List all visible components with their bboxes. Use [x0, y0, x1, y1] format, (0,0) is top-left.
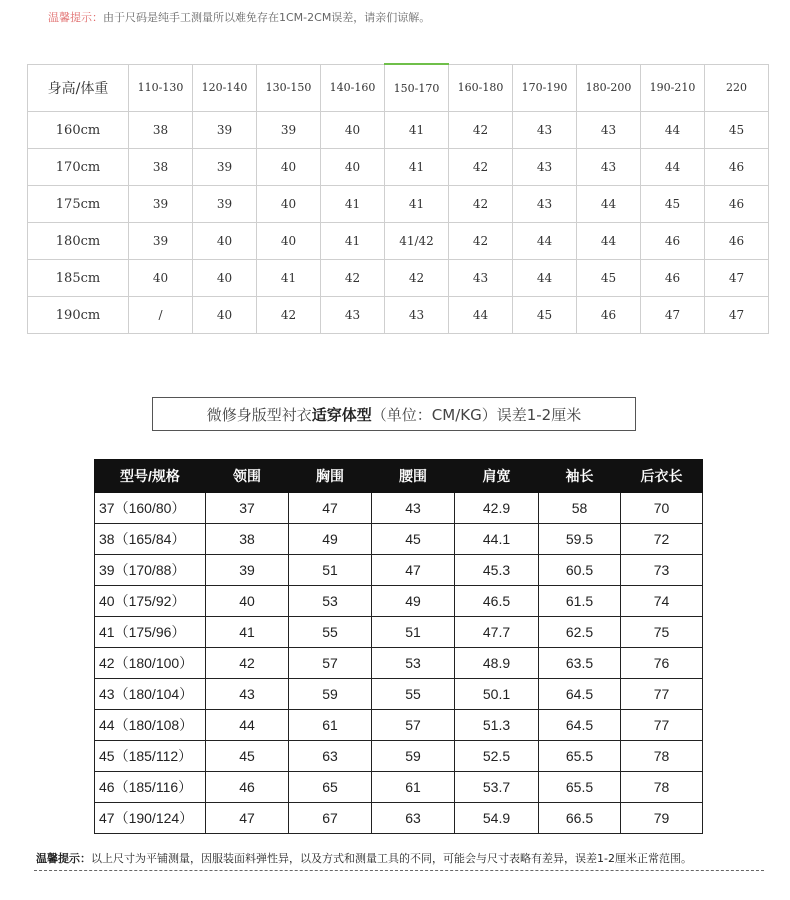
size-table-row	[28, 149, 769, 186]
measurement-cell: 57	[372, 710, 455, 741]
spec-table-row	[95, 803, 703, 834]
spec-table-row	[95, 772, 703, 803]
model-spec-cell: 47（190/124）	[95, 803, 206, 834]
weight-header: 220	[705, 64, 769, 112]
size-cell: 38	[129, 112, 193, 149]
title-part2: （单位：CM/KG）误差1-2厘米	[371, 405, 582, 424]
measurement-cell: 49	[372, 586, 455, 617]
measurement-cell: 43	[206, 679, 289, 710]
measurement-cell: 63	[372, 803, 455, 834]
size-cell: 42	[257, 297, 321, 334]
size-cell: 42	[321, 260, 385, 297]
measurement-cell: 54.9	[455, 803, 539, 834]
size-table-row	[28, 260, 769, 297]
measurement-cell: 47	[372, 555, 455, 586]
weight-header: 140-160	[321, 64, 385, 112]
spec-table-row	[95, 555, 703, 586]
measurement-cell: 41	[206, 617, 289, 648]
size-cell: 44	[449, 297, 513, 334]
measurement-cell: 48.9	[455, 648, 539, 679]
measurement-cell: 42	[206, 648, 289, 679]
measurement-cell: 60.5	[539, 555, 621, 586]
measurement-cell: 70	[621, 493, 703, 524]
measurement-cell: 73	[621, 555, 703, 586]
measurement-cell: 59	[289, 679, 372, 710]
size-table-row	[28, 297, 769, 334]
measurement-cell: 78	[621, 772, 703, 803]
size-table-row	[28, 112, 769, 149]
measurement-cell: 59.5	[539, 524, 621, 555]
size-cell: 42	[449, 223, 513, 260]
size-table-row	[28, 223, 769, 260]
measurement-cell: 45	[372, 524, 455, 555]
size-cell: 44	[641, 112, 705, 149]
measurement-cell: 67	[289, 803, 372, 834]
measurement-cell: 63.5	[539, 648, 621, 679]
spec-table-row	[95, 586, 703, 617]
model-spec-cell: 44（180/108）	[95, 710, 206, 741]
size-cell: 43	[449, 260, 513, 297]
measurement-cell: 76	[621, 648, 703, 679]
spec-table-title	[152, 397, 636, 431]
size-cell: 43	[513, 186, 577, 223]
measurement-cell: 64.5	[539, 679, 621, 710]
size-cell: 47	[705, 297, 769, 334]
size-cell: 45	[513, 297, 577, 334]
size-table-header-row	[28, 64, 769, 112]
measurement-cell: 49	[289, 524, 372, 555]
measurement-cell: 46	[206, 772, 289, 803]
size-cell: 43	[513, 149, 577, 186]
measurement-cell: 59	[372, 741, 455, 772]
spec-header-cell: 胸围	[289, 460, 372, 493]
measurement-cell: 51	[372, 617, 455, 648]
model-spec-cell: 46（185/116）	[95, 772, 206, 803]
spec-table-row	[95, 679, 703, 710]
spec-header-cell: 后衣长	[621, 460, 703, 493]
size-cell: 43	[577, 112, 641, 149]
size-cell: 39	[193, 186, 257, 223]
size-cell: 41	[385, 112, 449, 149]
measurement-cell: 52.5	[455, 741, 539, 772]
height-label: 170cm	[28, 149, 129, 186]
weight-header: 110-130	[129, 64, 193, 112]
size-cell: 42	[385, 260, 449, 297]
size-cell: 45	[577, 260, 641, 297]
size-cell: 47	[705, 260, 769, 297]
measurement-cell: 39	[206, 555, 289, 586]
size-cell: 42	[449, 112, 513, 149]
height-label: 160cm	[28, 112, 129, 149]
size-cell: 41	[321, 223, 385, 260]
top-notice-text: 由于尺码是纯手工测量所以难免存在1CM-2CM误差，请亲们谅解。	[103, 11, 431, 24]
size-cell: 40	[321, 112, 385, 149]
spec-table-header-row	[95, 460, 703, 493]
model-spec-cell: 39（170/88）	[95, 555, 206, 586]
size-cell: /	[129, 297, 193, 334]
dashed-divider	[34, 870, 764, 871]
size-cell: 39	[257, 112, 321, 149]
size-cell: 46	[641, 260, 705, 297]
measurement-cell: 40	[206, 586, 289, 617]
bottom-notice-label: 温馨提示：	[36, 852, 91, 865]
size-cell: 41	[385, 149, 449, 186]
size-cell: 41	[385, 186, 449, 223]
measurement-cell: 58	[539, 493, 621, 524]
size-cell: 43	[513, 112, 577, 149]
size-cell: 41	[321, 186, 385, 223]
bottom-notice	[36, 850, 692, 866]
size-cell: 43	[385, 297, 449, 334]
weight-header: 130-150	[257, 64, 321, 112]
measurement-cell: 44	[206, 710, 289, 741]
spec-header-cell: 肩宽	[455, 460, 539, 493]
measurement-cell: 45.3	[455, 555, 539, 586]
spec-table-row	[95, 617, 703, 648]
size-cell: 40	[193, 297, 257, 334]
measurement-cell: 53.7	[455, 772, 539, 803]
size-table-row	[28, 186, 769, 223]
spec-header-cell: 腰围	[372, 460, 455, 493]
size-cell: 42	[449, 186, 513, 223]
measurement-cell: 62.5	[539, 617, 621, 648]
top-notice	[48, 9, 430, 25]
size-cell: 40	[193, 260, 257, 297]
measurement-cell: 38	[206, 524, 289, 555]
size-cell: 45	[705, 112, 769, 149]
size-cell: 40	[321, 149, 385, 186]
measurement-cell: 51.3	[455, 710, 539, 741]
spec-header-cell: 领围	[206, 460, 289, 493]
size-cell: 44	[577, 223, 641, 260]
size-cell: 45	[641, 186, 705, 223]
size-table-corner: 身高/体重	[28, 64, 129, 112]
weight-header: 120-140	[193, 64, 257, 112]
measurement-cell: 64.5	[539, 710, 621, 741]
measurement-cell: 79	[621, 803, 703, 834]
size-cell: 46	[577, 297, 641, 334]
size-cell: 44	[513, 223, 577, 260]
size-cell: 41/42	[385, 223, 449, 260]
model-spec-cell: 38（165/84）	[95, 524, 206, 555]
spec-table-row	[95, 493, 703, 524]
model-spec-cell: 40（175/92）	[95, 586, 206, 617]
size-cell: 46	[641, 223, 705, 260]
weight-header: 150-170	[385, 64, 449, 112]
measurement-cell: 65.5	[539, 772, 621, 803]
size-cell: 39	[129, 223, 193, 260]
measurement-cell: 74	[621, 586, 703, 617]
spec-table-row	[95, 710, 703, 741]
size-cell: 44	[513, 260, 577, 297]
height-label: 190cm	[28, 297, 129, 334]
model-spec-cell: 43（180/104）	[95, 679, 206, 710]
size-cell: 40	[129, 260, 193, 297]
measurement-cell: 51	[289, 555, 372, 586]
measurement-cell: 61	[289, 710, 372, 741]
measurement-cell: 61.5	[539, 586, 621, 617]
measurement-cell: 55	[289, 617, 372, 648]
measurement-cell: 44.1	[455, 524, 539, 555]
model-spec-cell: 37（160/80）	[95, 493, 206, 524]
size-cell: 40	[257, 186, 321, 223]
title-part1: 微修身版型衬衣	[206, 405, 312, 424]
size-cell: 38	[129, 149, 193, 186]
measurement-cell: 50.1	[455, 679, 539, 710]
size-cell: 40	[257, 223, 321, 260]
measurement-cell: 63	[289, 741, 372, 772]
weight-header: 160-180	[449, 64, 513, 112]
height-label: 180cm	[28, 223, 129, 260]
size-cell: 39	[193, 149, 257, 186]
spec-header-cell: 袖长	[539, 460, 621, 493]
size-cell: 41	[257, 260, 321, 297]
size-cell: 46	[705, 186, 769, 223]
model-spec-cell: 45（185/112）	[95, 741, 206, 772]
size-cell: 43	[321, 297, 385, 334]
measurement-cell: 65.5	[539, 741, 621, 772]
size-cell: 44	[641, 149, 705, 186]
measurement-cell: 55	[372, 679, 455, 710]
size-cell: 39	[193, 112, 257, 149]
size-cell: 47	[641, 297, 705, 334]
spec-table-row	[95, 741, 703, 772]
size-cell: 46	[705, 223, 769, 260]
measurement-cell: 37	[206, 493, 289, 524]
size-cell: 44	[577, 186, 641, 223]
measurement-cell: 42.9	[455, 493, 539, 524]
size-cell: 40	[257, 149, 321, 186]
top-notice-label: 温馨提示：	[48, 11, 103, 24]
measurement-cell: 77	[621, 710, 703, 741]
spec-table	[94, 459, 703, 834]
size-cell: 40	[193, 223, 257, 260]
spec-table-row	[95, 524, 703, 555]
measurement-cell: 66.5	[539, 803, 621, 834]
size-cell: 42	[449, 149, 513, 186]
measurement-cell: 47.7	[455, 617, 539, 648]
measurement-cell: 53	[289, 586, 372, 617]
measurement-cell: 47	[206, 803, 289, 834]
height-label: 175cm	[28, 186, 129, 223]
measurement-cell: 65	[289, 772, 372, 803]
weight-header: 170-190	[513, 64, 577, 112]
measurement-cell: 77	[621, 679, 703, 710]
bottom-notice-text: 以上尺寸为平铺测量，因服装面料弹性异，以及方式和测量工具的不同，可能会与尺寸表略有差异，误差1-2厘米正常范围。	[91, 852, 692, 865]
weight-header: 190-210	[641, 64, 705, 112]
title-bold: 适穿体型	[311, 405, 372, 424]
model-spec-cell: 42（180/100）	[95, 648, 206, 679]
measurement-cell: 47	[289, 493, 372, 524]
height-label: 185cm	[28, 260, 129, 297]
measurement-cell: 45	[206, 741, 289, 772]
measurement-cell: 61	[372, 772, 455, 803]
measurement-cell: 78	[621, 741, 703, 772]
spec-header-cell: 型号/规格	[95, 460, 206, 493]
measurement-cell: 53	[372, 648, 455, 679]
size-cell: 46	[705, 149, 769, 186]
model-spec-cell: 41（175/96）	[95, 617, 206, 648]
measurement-cell: 72	[621, 524, 703, 555]
spec-table-row	[95, 648, 703, 679]
size-cell: 43	[577, 149, 641, 186]
measurement-cell: 57	[289, 648, 372, 679]
size-recommendation-table	[27, 63, 769, 334]
size-cell: 39	[129, 186, 193, 223]
measurement-cell: 75	[621, 617, 703, 648]
measurement-cell: 43	[372, 493, 455, 524]
measurement-cell: 46.5	[455, 586, 539, 617]
weight-header: 180-200	[577, 64, 641, 112]
